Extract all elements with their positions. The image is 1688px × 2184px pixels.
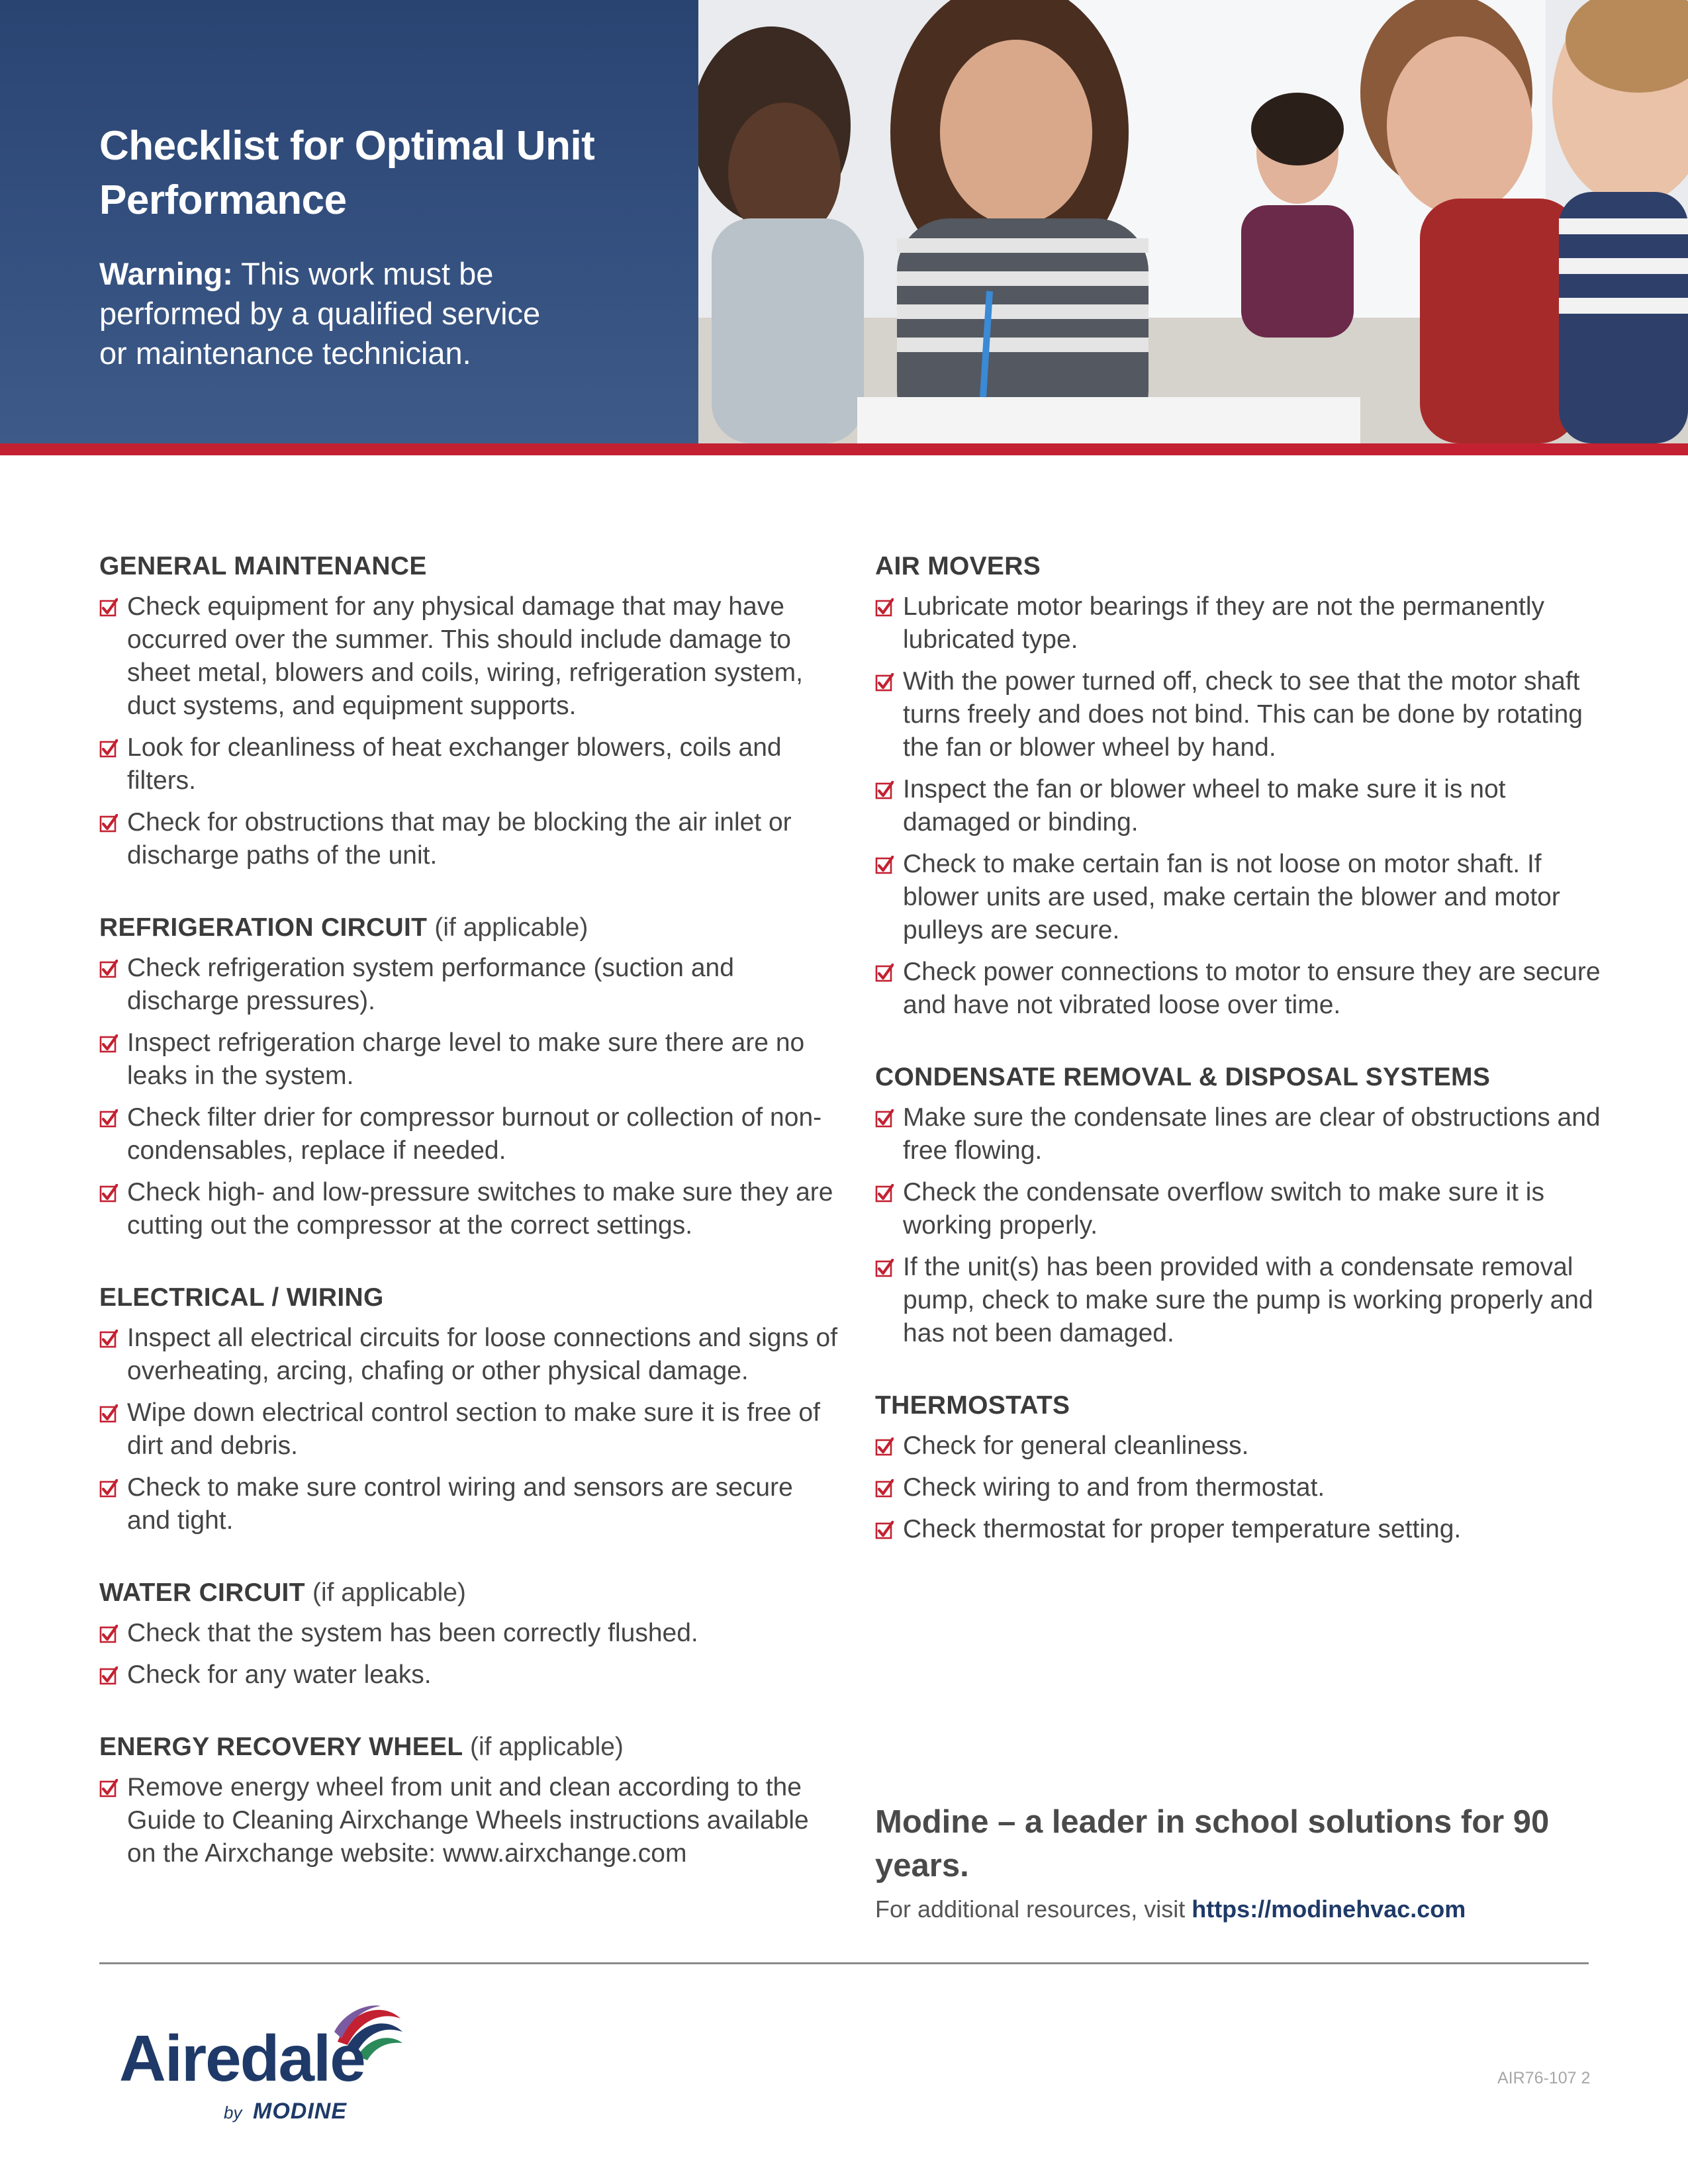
section-title-text: GENERAL MAINTENANCE xyxy=(99,552,427,580)
checkbox-checked-icon xyxy=(99,1779,118,1797)
section-title xyxy=(99,911,841,945)
warning-text: This work must be performed by a qualified service or maintenance technician. xyxy=(99,256,541,371)
hero-header xyxy=(0,0,1688,443)
checklist-item xyxy=(875,1513,1603,1546)
airedale-logo xyxy=(119,2002,410,2134)
checkbox-checked-icon xyxy=(875,856,894,874)
checklist-item xyxy=(99,1771,841,1870)
checklist-item xyxy=(875,590,1603,657)
checklist-item-text: Remove energy wheel from unit and clean according to the Guide to Cleaning Airxchange Wheels instructions available on the Airxchange website: www.airxchange.com xyxy=(127,1773,809,1868)
hero-photo-students xyxy=(698,0,1688,443)
resources-text: For additional resources, visit xyxy=(875,1895,1186,1923)
section-qualifier: (if applicable) xyxy=(469,1733,624,1761)
section-general-maintenance xyxy=(99,549,841,872)
section-title-text: WATER CIRCUIT xyxy=(99,1578,305,1607)
section-title-text: ELECTRICAL / WIRING xyxy=(99,1283,384,1312)
checkbox-checked-icon xyxy=(875,673,894,692)
checkbox-checked-icon xyxy=(99,814,118,833)
checkbox-checked-icon xyxy=(875,1109,894,1128)
section-qualifier: (if applicable) xyxy=(312,1578,466,1607)
checkbox-checked-icon xyxy=(99,1666,118,1685)
checkbox-checked-icon xyxy=(875,964,894,982)
section-title-text: REFRIGERATION CIRCUIT xyxy=(99,913,428,942)
checklist-item xyxy=(875,773,1603,839)
document-code: AIR76-107 2 xyxy=(1497,2069,1591,2087)
closing-title: Modine – a leader in school solutions for 90 years. xyxy=(875,1804,1550,1884)
checkbox-checked-icon xyxy=(99,1109,118,1128)
section-title xyxy=(875,1388,1603,1423)
checklist-item-text: Check that the system has been correctly flushed. xyxy=(127,1619,698,1647)
checklist-item-text: With the power turned off, check to see that the motor shaft turns freely and does not bind. This can be done by rotating the fan or blower wheel by hand. xyxy=(903,667,1583,762)
checkbox-checked-icon xyxy=(875,1184,894,1203)
checklist xyxy=(875,1101,1603,1350)
section-title xyxy=(99,1730,841,1764)
section-title-text: ENERGY RECOVERY WHEEL xyxy=(99,1733,463,1761)
checkbox-checked-icon xyxy=(99,739,118,758)
checklist-item xyxy=(875,665,1603,764)
checklist-item xyxy=(99,952,841,1018)
hero-photo-illustration xyxy=(698,0,1688,443)
section-title xyxy=(99,1281,841,1315)
checklist-item-text: Check equipment for any physical damage that may have occurred over the summer. This should include damage to sheet metal, blowers and coils, wiring, refrigeration system, duct systems, and equipment supports. xyxy=(127,592,803,720)
checklist-item-text: Check for obstructions that may be blocking the air inlet or discharge paths of the unit. xyxy=(127,808,792,870)
checklist-item xyxy=(99,806,841,872)
checkbox-checked-icon xyxy=(99,1184,118,1203)
checklist-item xyxy=(875,1471,1603,1504)
checklist-item xyxy=(99,731,841,797)
checklist-item-text: Check high- and low-pressure switches to make sure they are cutting out the compressor at the correct settings. xyxy=(127,1178,833,1240)
section-energy-recovery-wheel xyxy=(99,1730,841,1870)
warning-label: Warning: xyxy=(99,256,233,291)
checklist-item-text: Wipe down electrical control section to make sure it is free of dirt and debris. xyxy=(127,1398,820,1460)
checklist-item-text: Check the condensate overflow switch to make sure it is working properly. xyxy=(903,1178,1544,1240)
section-title-text: THERMOSTATS xyxy=(875,1391,1070,1420)
checkbox-checked-icon xyxy=(875,781,894,799)
checklist-item xyxy=(875,1176,1603,1242)
checklist-item-text: Lubricate motor bearings if they are not the permanently lubricated type. xyxy=(903,592,1545,654)
checkbox-checked-icon xyxy=(875,1259,894,1277)
checklist xyxy=(875,1430,1603,1546)
checklist-item-text: Check filter drier for compressor burnout or collection of non-condensables, replace if needed. xyxy=(127,1103,822,1165)
checklist-item xyxy=(99,1396,841,1463)
page-title: Checklist for Optimal Unit Performance xyxy=(99,123,595,223)
checklist-item-text: Inspect the fan or blower wheel to make sure it is not damaged or binding. xyxy=(903,775,1506,837)
checklist-item-text: Look for cleanliness of heat exchanger blowers, coils and filters. xyxy=(127,733,782,795)
section-thermostats xyxy=(875,1388,1603,1546)
checklist xyxy=(99,1771,841,1870)
warning-notice xyxy=(99,254,576,373)
section-title xyxy=(875,549,1603,584)
checklist-item xyxy=(99,1026,841,1093)
section-title-text: CONDENSATE REMOVAL & DISPOSAL SYSTEMS xyxy=(875,1063,1491,1091)
modine-wordmark: MODINE xyxy=(253,2099,347,2124)
section-water-circuit xyxy=(99,1576,841,1692)
header-accent-band xyxy=(0,443,1688,455)
checklist-item xyxy=(875,1101,1603,1167)
section-condensate-removal-disposal-systems xyxy=(875,1060,1603,1350)
checklist-item-text: Check thermostat for proper temperature setting. xyxy=(903,1515,1462,1543)
checkbox-checked-icon xyxy=(99,1404,118,1423)
checklist-item xyxy=(99,1471,841,1537)
checkbox-checked-icon xyxy=(99,1479,118,1498)
checklist xyxy=(99,590,841,872)
checkbox-checked-icon xyxy=(875,1437,894,1456)
checklist-item-text: Check for general cleanliness. xyxy=(903,1432,1249,1460)
checklist xyxy=(875,590,1603,1022)
checkbox-checked-icon xyxy=(99,960,118,978)
checklist-item-text: Check to make sure control wiring and sensors are secure and tight. xyxy=(127,1473,793,1535)
checklist-item-text: Make sure the condensate lines are clear of obstructions and free flowing. xyxy=(903,1103,1601,1165)
checklist-item-text: Check refrigeration system performance (suction and discharge pressures). xyxy=(127,954,734,1015)
checklist-item xyxy=(99,1617,841,1650)
checkbox-checked-icon xyxy=(99,1034,118,1053)
section-refrigeration-circuit xyxy=(99,911,841,1242)
resources-line xyxy=(875,1894,1617,1925)
right-column xyxy=(875,549,1603,1584)
checklist-item-text: Check for any water leaks. xyxy=(127,1661,432,1689)
section-qualifier: (if applicable) xyxy=(434,913,588,942)
checklist xyxy=(99,952,841,1242)
checklist-item-text: Inspect refrigeration charge level to make sure there are no leaks in the system. xyxy=(127,1028,805,1090)
checklist-item xyxy=(875,848,1603,947)
checklist-item xyxy=(99,1322,841,1388)
checklist-item xyxy=(875,1430,1603,1463)
logo-by-text: by xyxy=(224,2103,242,2122)
modine-website-link[interactable]: https://modinehvac.com xyxy=(1192,1895,1466,1923)
checkbox-checked-icon xyxy=(99,1625,118,1643)
checklist-item xyxy=(99,1101,841,1167)
checklist xyxy=(99,1322,841,1537)
checkbox-checked-icon xyxy=(875,1521,894,1539)
airedale-wordmark: Airedale xyxy=(119,2022,365,2095)
checkbox-checked-icon xyxy=(875,1479,894,1498)
checklist-item-text: Check power connections to motor to ensure they are secure and have not vibrated loose over time. xyxy=(903,958,1601,1019)
checklist-item xyxy=(875,956,1603,1022)
checklist-item-text: Check to make certain fan is not loose on motor shaft. If blower units are used, make certain the blower and motor pulleys are secure. xyxy=(903,850,1560,944)
hero-title-panel xyxy=(0,0,698,443)
checklist-item-text: Check wiring to and from thermostat. xyxy=(903,1473,1325,1502)
checklist-item-text: If the unit(s) has been provided with a condensate removal pump, check to make sure the pump is working properly and has not been damaged. xyxy=(903,1253,1593,1347)
left-column xyxy=(99,549,841,1909)
checklist-item xyxy=(99,590,841,723)
section-title xyxy=(99,1576,841,1610)
section-title xyxy=(99,549,841,584)
section-air-movers xyxy=(875,549,1603,1022)
checklist-item-text: Inspect all electrical circuits for loose connections and signs of overheating, arcing, chafing or other physical damage. xyxy=(127,1324,838,1385)
footer-divider xyxy=(99,1962,1589,1964)
section-electrical-wiring xyxy=(99,1281,841,1537)
closing-block xyxy=(875,1800,1617,1925)
section-title xyxy=(875,1060,1603,1095)
section-title-text: AIR MOVERS xyxy=(875,552,1041,580)
checkbox-checked-icon xyxy=(99,598,118,617)
checklist-item xyxy=(99,1176,841,1242)
checklist xyxy=(99,1617,841,1692)
checkbox-checked-icon xyxy=(875,598,894,617)
checklist-item xyxy=(875,1251,1603,1350)
checkbox-checked-icon xyxy=(99,1330,118,1348)
checklist-item xyxy=(99,1659,841,1692)
